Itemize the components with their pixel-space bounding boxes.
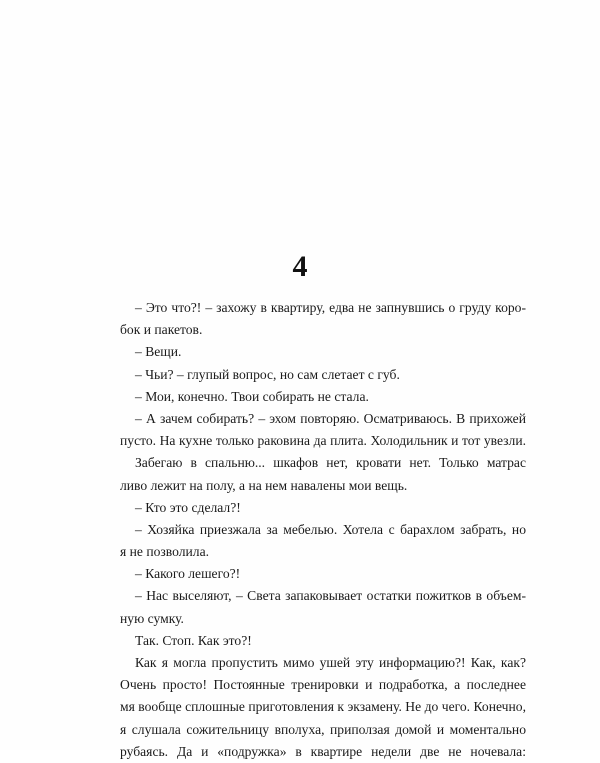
text-line: я не позволила. [120, 544, 210, 560]
text-line: – Это что?! – захожу в квартиру, едва не запнувшись о груду коро- [135, 300, 526, 315]
text-line: – Хозяйка приезжала за мебелью. Хотела с барахлом забрать, но [135, 521, 526, 537]
text-line: – Нас выселяют, – Света запаковывает остатки пожитков в объем- [135, 588, 526, 604]
text-line: пусто. На кухне только раковина да плита. Холодильник и тот увезли. [120, 433, 526, 449]
text-line: Забегаю в спальню... шкафов нет, кровати нет. Только матрас [135, 455, 526, 471]
text-line: рубаясь. Да и «подружка» в квартире недели две не ночевала: [120, 743, 526, 759]
text-line: ную сумку. [120, 610, 184, 626]
body-text [120, 297, 526, 763]
text-line: – Какого лешего?! [135, 566, 241, 582]
text-line: Как я могла пропустить мимо ушей эту информацию?! Как, как? [135, 655, 526, 670]
text-line: – Мои, конечно. Твои собирать не стала. [135, 388, 369, 404]
text-line: – А зачем собирать? – эхом повторяю. Осматриваюсь. В прихожей [135, 410, 526, 426]
text-line: Очень просто! Постоянные тренировки и подработка, а последнее [120, 677, 526, 693]
text-line: – Кто это сделал?! [135, 499, 241, 515]
text-line: – Вещи. [135, 344, 182, 360]
text-line: – Чьи? – глупый вопрос, но сам слетает с губ. [135, 366, 400, 382]
text-line: ливо лежит на полу, а на нем навалены мои вещь. [120, 477, 408, 493]
chapter-number: 4 [292, 250, 308, 283]
text-line: мя вообще сплошные приготовления к экзамену. Не до чего. Конечно, [120, 699, 526, 715]
text-line: я слушала сожительницу вполуха, приползая домой и моментально [120, 721, 526, 737]
text-line: Так. Стоп. Как это?! [135, 632, 252, 648]
text-line: бок и пакетов. [120, 322, 203, 338]
